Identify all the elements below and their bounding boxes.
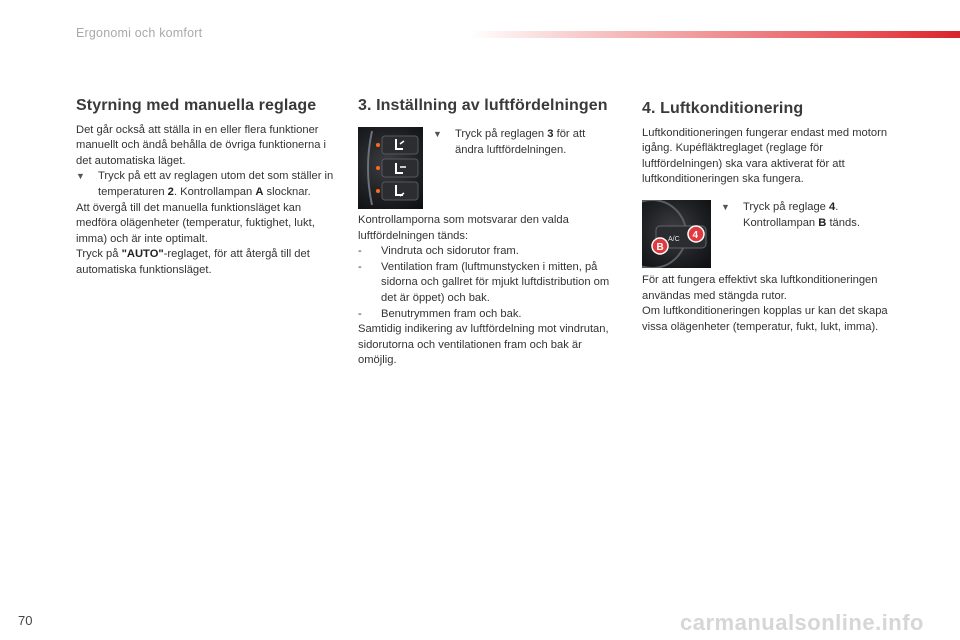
intro-paragraph: Det går också att ställa in en eller flera funktioner manuellt och ändå behålla de övriga funktionerna i det automatiska läget. [76, 123, 327, 167]
marker-4-label: 4 [692, 230, 699, 241]
header-accent-bar [470, 31, 960, 38]
ac-label: A/C [668, 236, 680, 243]
marker-b-label: B [656, 242, 664, 253]
section-title: Ergonomi och komfort [76, 26, 203, 40]
distribution-buttons-illustration [358, 127, 423, 209]
watermark: carmanualsonline.info [680, 610, 924, 635]
manual-mode-warning: Att övergå till det manuella funktionsläget kan medföra olägenheter (temperatur, fuktighet, lukt, imma) och är inte optimalt. [76, 201, 315, 245]
ac-details [642, 273, 904, 335]
triangle-bullet-icon: ▼ [721, 202, 730, 212]
bullet-text: Tryck på ett av reglagen utom det som ställer in temperaturen 2. Kontrollampan A slocknar. [98, 170, 334, 198]
bullet-text: Tryck på reglagen 3 för att ändra luftfördelningen. [455, 128, 586, 156]
bullet-text: Tryck på reglage 4. Kontrollampan B tänds. [743, 201, 860, 229]
heading-air-conditioning: 4. Luftkonditionering [642, 100, 804, 117]
efficient-use-paragraph: För att fungera effektivt ska luftkonditioneringen användas med stängda rutor. [642, 274, 878, 302]
air-distribution-controls-photo [358, 127, 423, 209]
triangle-bullet-icon: ▼ [76, 171, 85, 182]
ac-button-photo [642, 200, 711, 268]
heading-manual-controls: Styrning med manuella reglage [76, 97, 317, 114]
instruction-bullet [76, 169, 338, 200]
ac-bullet-block [721, 200, 903, 231]
page-number: 70 [18, 613, 33, 628]
list-item: - Benutrymmen fram och bak. [358, 307, 612, 323]
disable-ac-paragraph: Om luftkonditioneringen kopplas ur kan det skapa vissa olägenheter (temperatur, fukt, lukt, imma). [642, 305, 888, 333]
triangle-bullet-icon: ▼ [433, 129, 442, 139]
heading-air-distribution: 3. Inställning av luftfördelningen [358, 97, 608, 114]
column-air-distribution [358, 98, 612, 114]
air-distribution-details [358, 213, 612, 369]
instruction-bullet [433, 127, 609, 158]
column-manual-controls [76, 98, 338, 279]
list-item: - Vindruta och sidorutor fram. [358, 244, 612, 260]
list-item-text: Benutrymmen fram och bak. [381, 307, 522, 320]
indicator-lamps-paragraph: Kontrollamporna som motsvarar den valda luftfördelningen tänds: [358, 214, 569, 242]
air-distribution-bullet-block [433, 127, 609, 158]
auto-return-paragraph: Tryck på "AUTO"-reglaget, för att återgå till det automatiska funktionsläget. [76, 248, 310, 276]
list-item: - Ventilation fram (luftmunstycken i mitten, på sidorna och gallret för mjukt luftdistribution om det är öppet) och bak. [358, 260, 612, 307]
list-item-text: Vindruta och sidorutor fram. [381, 245, 519, 258]
ac-intro-paragraph: Luftkonditioneringen fungerar endast med motorn igång. Kupéfläktreglaget (reglage för luftfördelningen) ska vara aktiverat för att luftkonditioneringen ska fungera. [642, 126, 888, 186]
column-air-conditioning [642, 101, 904, 188]
simultaneous-indication-paragraph: Samtidig indikering av luftfördelning mot vindrutan, sidorutorna och ventilationen fram och bak är omöjlig. [358, 323, 609, 367]
ac-button-illustration [642, 200, 711, 268]
list-item-text: Ventilation fram (luftmunstycken i mitten, på sidorna och gallret för mjukt luftdistribution om det är öppet) och bak. [381, 260, 610, 304]
instruction-bullet [721, 200, 903, 231]
